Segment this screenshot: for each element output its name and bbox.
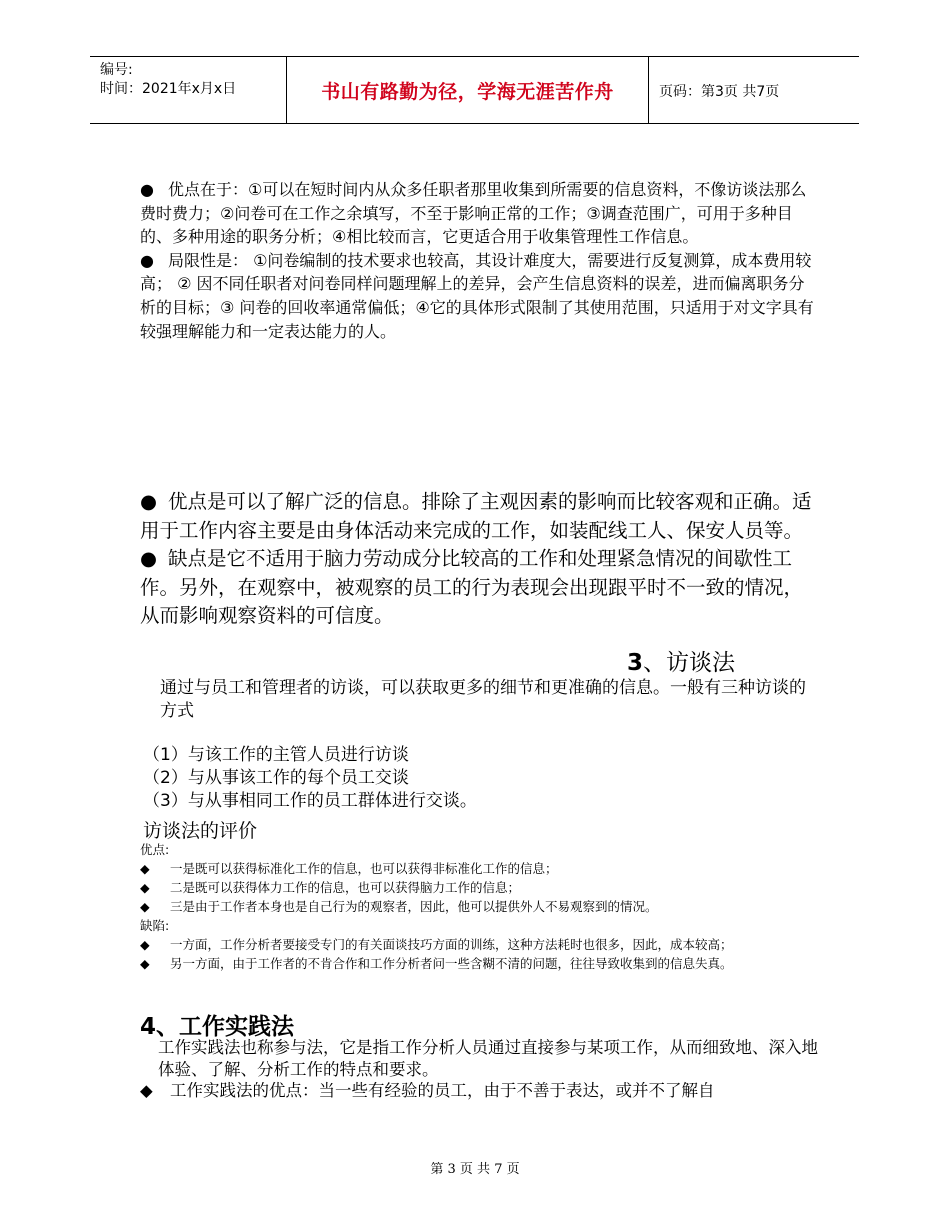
- bullet-icon: ●: [140, 250, 154, 270]
- observation-disadvantage: 缺点是它不适用于脑力劳动成分比较高的工作和处理紧急情况的间歇性工作。另外，在观察中，被观察的员工的行为表现会出现跟平时不一致的情况，从而影响观察资料的可信度。: [140, 547, 804, 627]
- practice-intro: 工作实践法也称参与法，它是指工作分析人员通过直接参与某项工作，从而细致地、深入地体验、了解、分析工作的特点和要求。: [158, 1038, 818, 1079]
- diamond-icon: ◆: [140, 1081, 153, 1100]
- interview-methods: [143, 744, 477, 813]
- interview-eval-title: 访谈法的评价: [143, 820, 258, 842]
- list-item: [140, 488, 820, 545]
- section-title: 、访谈法: [643, 650, 736, 676]
- list-item: [140, 178, 820, 249]
- bullet-icon: ●: [140, 490, 158, 513]
- page-header: [90, 56, 859, 124]
- list-item: ◆ 一方面，工作分析者要接受专门的有关面谈技巧方面的训练，这种方法耗时也很多，因此，成本较高；: [140, 937, 733, 952]
- header-page-label: 页码：第3页 共7页: [659, 84, 780, 100]
- questionnaire-evaluation: [140, 178, 820, 343]
- questionnaire-advantage: 优点在于：①可以在短时间内从众多任职者那里收集到所需要的信息资料，不像访谈法那么费时费力；②问卷可在工作之余填写，不至于影响正常的工作；③调查范围广，可用于多种目的、多种用途的职务分析；④相比较而言，它更适合用于收集管理性工作信息。: [140, 180, 807, 247]
- pros-label: 优点:: [140, 842, 170, 857]
- list-item: （3）与从事相同工作的员工群体进行交谈。: [143, 791, 477, 811]
- list-item: [140, 545, 820, 631]
- diamond-icon: ◆: [140, 861, 150, 876]
- document-number-label: 编号:: [100, 62, 133, 78]
- interview-intro: 通过与员工和管理者的访谈，可以获取更多的细节和更准确的信息。一般有三种访谈的方式: [160, 678, 806, 721]
- list-item: ◆ 另一方面，由于工作者的不肯合作和工作分析者问一些含糊不清的问题，往往导致收集到的信息失真。: [140, 956, 733, 971]
- header-motto: 书山有路勤为径，学海无涯苦作舟: [321, 81, 614, 103]
- section-heading-practice: 4、工作实践法: [140, 1014, 295, 1040]
- practice-advantage: ◆ 工作实践法的优点：当一些有经验的员工，由于不善于表达，或并不了解自: [140, 1081, 715, 1100]
- header-divider: [648, 57, 649, 123]
- observation-evaluation: [140, 488, 820, 631]
- diamond-icon: ◆: [140, 880, 150, 895]
- bullet-icon: ●: [140, 547, 158, 570]
- observation-advantage: 优点是可以了解广泛的信息。排除了主观因素的影响而比较客观和正确。适用于工作内容主要是由身体活动来完成的工作，如装配线工人、保安人员等。: [140, 490, 812, 542]
- diamond-icon: ◆: [140, 956, 150, 971]
- list-item: [140, 249, 820, 343]
- list-item: （1）与该工作的主管人员进行访谈: [143, 745, 409, 765]
- bullet-icon: ●: [140, 180, 154, 199]
- section-number: 3: [627, 650, 644, 676]
- section-heading-interview: [627, 644, 735, 677]
- list-item: （2）与从事该工作的每个员工交谈: [143, 768, 409, 788]
- diamond-icon: ◆: [140, 937, 150, 952]
- header-meta: [100, 61, 236, 99]
- list-item: ◆ 三是由于工作者本身也是自己行为的观察者，因此，他可以提供外人不易观察到的情况。: [140, 899, 658, 914]
- list-item: ◆ 二是既可以获得体力工作的信息，也可以获得脑力工作的信息；: [140, 880, 521, 895]
- cons-label: 缺陷:: [140, 918, 170, 933]
- document-time-label: 时间：2021年x月x日: [100, 81, 237, 97]
- diamond-icon: ◆: [140, 899, 150, 914]
- questionnaire-limitation: 局限性是： ①问卷编制的技术要求也较高，其设计难度大，需要进行反复测算，成本费用较高； ② 因不同任职者对问卷同样问题理解上的差异，会产生信息资料的误差，进而偏离职务分析的目标；③ 问卷的回收率通常偏低；④它的具体形式限制了其使用范围，只适用于对文字具有较强理解能力和一定表达能力的人。: [140, 250, 814, 341]
- interview-pros: [140, 840, 820, 973]
- page-footer: 第 3 页 共 7 页: [430, 1162, 520, 1177]
- list-item: ◆ 一是既可以获得标准化工作的信息，也可以获得非标准化工作的信息；: [140, 861, 558, 876]
